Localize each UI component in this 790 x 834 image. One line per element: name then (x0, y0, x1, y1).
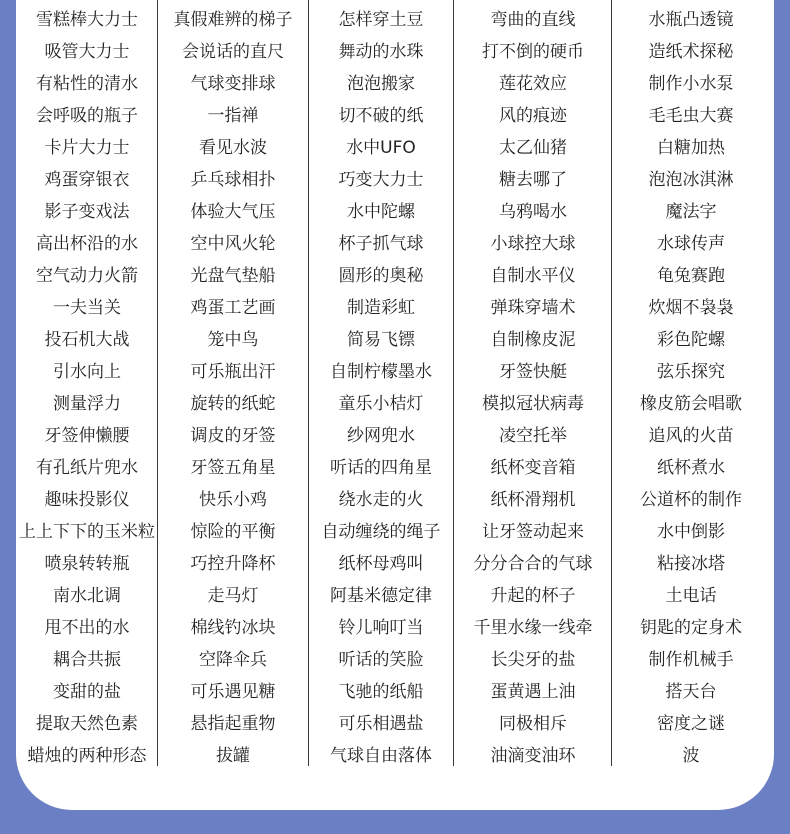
experiment-item: 制造彩虹 (347, 298, 415, 318)
experiment-item: 巧变大力士 (338, 170, 424, 190)
experiment-item: 钥匙的定身术 (640, 618, 742, 638)
experiment-item: 追风的火苗 (648, 426, 734, 446)
experiment-item: 光盘气垫船 (190, 266, 276, 286)
experiment-item: 水球传声 (657, 234, 725, 254)
experiment-item: 油滴变油环 (490, 746, 576, 766)
experiment-item: 自制橡皮泥 (490, 330, 576, 350)
experiment-item: 走马灯 (207, 586, 259, 606)
experiment-item: 空降伞兵 (199, 650, 267, 670)
experiment-item: 蛋黄遇上油 (490, 682, 576, 702)
experiment-item: 有孔纸片兜水 (36, 458, 138, 478)
experiment-item: 波 (682, 746, 700, 766)
experiment-item: 炊烟不袅袅 (648, 298, 734, 318)
experiment-item: 乌鸦喝水 (499, 202, 567, 222)
experiment-item: 牙签五角星 (190, 458, 276, 478)
experiment-item: 棉线钓冰块 (190, 618, 276, 638)
experiment-item: 乒乓球相扑 (190, 170, 276, 190)
experiment-item: 分分合合的气球 (473, 554, 593, 574)
experiment-item: 上上下下的玉米粒 (19, 522, 155, 542)
experiment-item: 泡泡搬家 (347, 74, 415, 94)
experiment-item: 投石机大战 (44, 330, 130, 350)
experiment-item: 气球自由落体 (330, 746, 432, 766)
experiment-item: 绕水走的火 (338, 490, 424, 510)
experiment-item: 弦乐探究 (657, 362, 725, 382)
experiment-item: 千里水缘一线牵 (473, 618, 593, 638)
experiment-item: 水中倒影 (657, 522, 725, 542)
experiment-item: 体验大气压 (190, 202, 276, 222)
experiment-item: 造纸术探秘 (648, 42, 734, 62)
experiment-item: 真假难辨的梯子 (173, 10, 293, 30)
experiment-item: 自动缠绕的绳子 (321, 522, 441, 542)
experiment-item: 牙签伸懒腰 (44, 426, 130, 446)
experiment-item: 白糖加热 (657, 138, 725, 158)
experiment-item: 彩色陀螺 (657, 330, 725, 350)
experiment-item: 粘接冰塔 (657, 554, 725, 574)
experiment-item: 公道杯的制作 (640, 490, 742, 510)
experiment-item: 笼中鸟 (207, 330, 259, 350)
experiment-item: 水瓶凸透镜 (648, 10, 734, 30)
experiment-item: 弯曲的直线 (490, 10, 576, 30)
experiment-item: 简易飞镖 (347, 330, 415, 350)
experiment-item: 惊险的平衡 (190, 522, 276, 542)
experiment-item: 制作小水泵 (648, 74, 734, 94)
experiment-item: 同极相斥 (499, 714, 567, 734)
experiment-item: 泡泡冰淇淋 (648, 170, 734, 190)
experiment-item: 拔罐 (216, 746, 250, 766)
experiment-item: 模拟冠状病毒 (482, 394, 584, 414)
experiment-item: 气球变排球 (190, 74, 276, 94)
experiment-item: 会呼吸的瓶子 (36, 106, 138, 126)
experiment-item: 一夫当关 (53, 298, 121, 318)
experiment-item: 风的痕迹 (499, 106, 567, 126)
experiment-item: 蜡烛的两种形态 (27, 746, 147, 766)
experiment-item: 趣味投影仪 (44, 490, 130, 510)
experiment-item: 怎样穿土豆 (338, 10, 424, 30)
experiment-item: 卡片大力士 (44, 138, 130, 158)
experiment-item: 鸡蛋穿银衣 (44, 170, 130, 190)
experiment-item: 糖去哪了 (499, 170, 567, 190)
experiment-item: 鸡蛋工艺画 (190, 298, 276, 318)
experiment-item: 魔法字 (665, 202, 717, 222)
experiment-item: 纸杯变音箱 (490, 458, 576, 478)
experiment-item: 让牙签动起来 (482, 522, 584, 542)
experiment-item: 铃儿响叮当 (338, 618, 424, 638)
experiment-item: 纱网兜水 (347, 426, 415, 446)
experiment-item: 悬指起重物 (190, 714, 276, 734)
experiment-item: 密度之谜 (657, 714, 725, 734)
experiment-item: 旋转的纸蛇 (190, 394, 276, 414)
experiment-item: 水中UFO (346, 138, 416, 158)
experiment-item: 升起的杯子 (490, 586, 576, 606)
experiment-item: 制作机械手 (648, 650, 734, 670)
experiment-item: 南水北调 (53, 586, 121, 606)
experiment-item: 变甜的盐 (53, 682, 121, 702)
experiment-item: 吸管大力士 (44, 42, 130, 62)
experiment-item: 自制水平仪 (490, 266, 576, 286)
experiment-item: 可乐瓶出汗 (190, 362, 276, 382)
experiment-item: 圆形的奥秘 (338, 266, 424, 286)
experiment-item: 空气动力火箭 (36, 266, 138, 286)
experiment-item: 纸杯滑翔机 (490, 490, 576, 510)
experiment-item: 弹珠穿墙术 (490, 298, 576, 318)
experiment-item: 水中陀螺 (347, 202, 415, 222)
experiment-item: 打不倒的硬币 (482, 42, 584, 62)
experiment-item: 喷泉转转瓶 (44, 554, 130, 574)
column-2 (158, 0, 308, 766)
experiment-item: 自制柠檬墨水 (330, 362, 432, 382)
experiment-item: 长尖牙的盐 (490, 650, 576, 670)
experiment-item: 快乐小鸡 (199, 490, 267, 510)
experiment-item: 龟兔赛跑 (657, 266, 725, 286)
experiment-item: 引水向上 (53, 362, 121, 382)
experiment-item: 太乙仙猪 (499, 138, 567, 158)
experiment-item: 耦合共振 (53, 650, 121, 670)
experiment-item: 一指禅 (207, 106, 259, 126)
experiment-item: 纸杯煮水 (657, 458, 725, 478)
experiment-item: 会说话的直尺 (182, 42, 284, 62)
experiment-item: 甩不出的水 (44, 618, 130, 638)
experiment-item: 橡皮筋会唱歌 (640, 394, 742, 414)
experiment-item: 有粘性的清水 (36, 74, 138, 94)
experiment-item: 提取天然色素 (36, 714, 138, 734)
column-1 (16, 0, 158, 766)
experiment-item: 童乐小桔灯 (338, 394, 424, 414)
experiment-item: 可乐相遇盐 (338, 714, 424, 734)
experiment-item: 巧控升降杯 (190, 554, 276, 574)
column-3 (308, 0, 454, 766)
experiment-item: 莲花效应 (499, 74, 567, 94)
experiment-item: 纸杯母鸡叫 (338, 554, 424, 574)
column-4 (454, 0, 612, 766)
experiment-item: 看见水波 (199, 138, 267, 158)
column-5 (612, 0, 770, 766)
experiment-item: 听话的笑脸 (338, 650, 424, 670)
experiment-item: 高出杯沿的水 (36, 234, 138, 254)
experiment-item: 小球控大球 (490, 234, 576, 254)
experiment-item: 牙签快艇 (499, 362, 567, 382)
experiment-item: 雪糕棒大力士 (36, 10, 138, 30)
experiment-item: 调皮的牙签 (190, 426, 276, 446)
experiment-item: 凌空托举 (499, 426, 567, 446)
experiment-item: 毛毛虫大赛 (648, 106, 734, 126)
experiment-item: 测量浮力 (53, 394, 121, 414)
experiment-item: 空中风火轮 (190, 234, 276, 254)
experiment-item: 阿基米德定律 (330, 586, 432, 606)
experiment-item: 搭天台 (665, 682, 717, 702)
experiment-item: 可乐遇见糖 (190, 682, 276, 702)
experiment-item: 舞动的水珠 (338, 42, 424, 62)
experiment-item: 飞驰的纸船 (338, 682, 424, 702)
experiment-item: 土电话 (665, 586, 717, 606)
experiment-item: 影子变戏法 (44, 202, 130, 222)
experiment-item: 听话的四角星 (330, 458, 432, 478)
experiment-item: 切不破的纸 (338, 106, 424, 126)
experiment-item: 杯子抓气球 (338, 234, 424, 254)
